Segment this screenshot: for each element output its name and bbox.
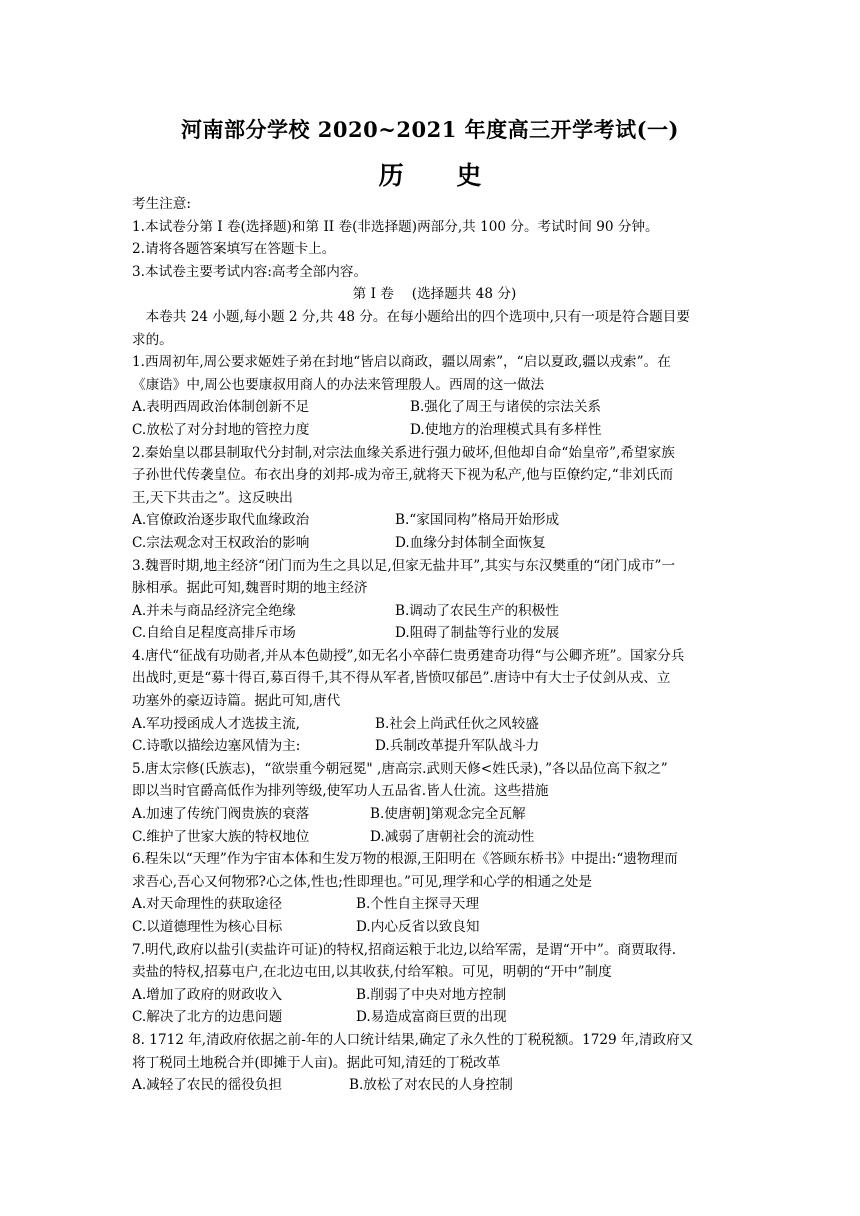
question-stem-line: 子孙世代传袭皇位。布衣出身的刘邦-成为帝王,就将天下视为私产,他与臣僚约定,“非刘氏而 (132, 467, 674, 484)
question (132, 442, 737, 555)
notice-item: 1.本试卷分第 I 卷(选择题)和第 II 卷(非选择题)两部分,共 100 分。考试时间 90 分钟。 (132, 218, 659, 235)
answer-option: A.对天命理性的获取途径 (132, 896, 283, 913)
answer-option: A.表明西周政治体制创新不足 (132, 399, 310, 416)
question (132, 555, 737, 645)
question (132, 1029, 737, 1097)
question-stem-line: 脉相承。据此可知,魏晋时期的地主经济 (132, 580, 368, 597)
answer-option: B.个性自主探寻天理 (356, 896, 480, 913)
question (132, 939, 737, 1029)
answer-option: B.“家国同构”格局开始形成 (395, 512, 560, 529)
subject-title: 历 史 (378, 161, 504, 190)
question (132, 351, 737, 441)
section-intro: 本卷共 24 小题,每小题 2 分,共 48 分。在每小题给出的四个选项中,只有一项是符合题目要 (132, 308, 690, 325)
notice-item: 2.请将各题答案填写在答题卡上。 (132, 241, 336, 258)
answer-option: B.强化了周王与诸侯的宗法关系 (410, 399, 602, 416)
question (132, 645, 737, 758)
question-stem-line: 即以当时官爵高低作为排列等级,使军功人五品省.皆人仕流。这些措施 (132, 783, 549, 800)
question-stem-line: 5.唐太宗修(氏族志)，“欲崇重今朝冠冕" ,唐高宗.武则天修<姓氏录)，”各以品位高下叙之” (132, 760, 668, 777)
option-row (132, 984, 737, 1007)
answer-option: D.阻碍了制盐等行业的发展 (395, 625, 560, 642)
option-row (132, 396, 737, 419)
question-stem-line: 卖盐的特权,招募屯户,在北边屯田,以其收获,付给军粮。可见，明朝的“开中”制度 (132, 964, 612, 981)
answer-option: A.并未与商品经济完全绝缘 (132, 602, 296, 619)
notice-heading: 考生注意: (132, 196, 191, 212)
exam-body (132, 193, 737, 1097)
answer-option: B.使唐朝]第观念完全瓦解 (370, 806, 526, 823)
option-row (132, 509, 737, 532)
answer-option: A.军功授函成人才选拔主流, (132, 715, 300, 732)
question-stem-line: 将丁税同土地税合并(即摊于人亩)。据此可知,清廷的丁税改革 (132, 1054, 501, 1071)
answer-option: C.诗歌以描绘边塞风情为主: (132, 738, 301, 755)
answer-option: C.维护了世家大族的特权地位 (132, 828, 310, 845)
answer-option: C.放松了对分封地的管控力度 (132, 421, 310, 438)
answer-option: B.削弱了中央对地方控制 (356, 986, 507, 1003)
question-stem-line: 8. 1712 年,清政府依据之前-年的人口统计结果,确定了永久性的丁税税额。1729 年,清政府又 (132, 1031, 694, 1048)
option-row (132, 713, 737, 736)
notice-item: 3.本试卷主要考试内容:高考全部内容。 (132, 263, 368, 280)
answer-option: D.减弱了唐朝社会的流动性 (370, 828, 535, 845)
question-stem-line: 出战时,更是“募十得百,募百得千,其不得从军者,皆愤叹郁邑”.唐诗中有大士子仗剑从戎、立 (132, 670, 671, 687)
answer-option: D.内心反省以致良知 (356, 919, 480, 935)
answer-option: D.使地方的治理模式具有多样性 (410, 421, 602, 438)
question-list (132, 351, 737, 1097)
option-row (132, 893, 737, 916)
option-row (132, 1074, 737, 1097)
answer-option: C.以道德理性为核心目标 (132, 919, 283, 935)
option-row (132, 826, 737, 849)
answer-option: B.调动了农民生产的积极性 (395, 602, 559, 619)
answer-option: C.自给自足程度高排斥市场 (132, 625, 296, 642)
question (132, 758, 737, 848)
option-row (132, 600, 737, 623)
answer-option: D.易造成富商巨贾的出现 (356, 1009, 507, 1026)
question-stem-line: 王,天下共击之”。这反映出 (132, 489, 293, 506)
option-row (132, 916, 737, 939)
question-stem-line: 1.西周初年,周公要求姬姓子弟在封地“皆启以商政，疆以周索”，“启以夏政,疆以戎索”。在 (132, 354, 671, 371)
answer-option: B.放松了对农民的人身控制 (349, 1077, 513, 1094)
option-row (132, 532, 737, 555)
answer-option: B.社会上尚武任伙之风较盛 (375, 715, 539, 732)
answer-option: A.官僚政治逐步取代血缘政治 (132, 512, 310, 529)
question (132, 848, 737, 938)
question-stem-line: 7.明代,政府以盐引(卖盐许可证)的特权,招商运粮于北边,以给军需，是谓“开中”。商贾取得. (132, 941, 677, 958)
answer-option: D.血缘分封体制全面恢复 (395, 534, 546, 551)
option-row (132, 622, 737, 645)
question-stem-line: 求吾心,吾心又何物邪?心之体,性也;性即理也。”可见,理学和心学的相通之处是 (132, 873, 592, 890)
option-row (132, 803, 737, 826)
question-stem-line: 功塞外的豪迈诗篇。据此可知,唐代 (132, 693, 341, 710)
section-intro: 求的。 (132, 331, 173, 348)
answer-option: C.宗法观念对王权政治的影响 (132, 534, 310, 551)
answer-option: A.减轻了农民的徭役负担 (132, 1077, 283, 1094)
option-row (132, 1006, 737, 1029)
option-row (132, 419, 737, 442)
answer-option: A.加速了传统门阀贵族的衰落 (132, 806, 310, 823)
question-stem-line: 6.程朱以“天理”作为宇宙本体和生发万物的根源,王阳明在《答顾东桥书》中提出:“遗物理而 (132, 851, 678, 868)
answer-option: A.增加了政府的财政收入 (132, 986, 283, 1003)
question-stem-line: 4.唐代“征战有功勋者,并从本色勋授”,如无名小卒薛仁贵勇建奇功得“与公卿齐班”。国家分兵 (132, 647, 685, 664)
option-row (132, 735, 737, 758)
question-stem-line: 2.秦始皇以郡县制取代分封制,对宗法血缘关系进行强力破坏,但他却自命“始皇帝”,希望家族 (132, 444, 675, 461)
section-title: 第 I 卷 (选择题共 48 分) (352, 286, 517, 303)
question-stem-line: 《康诰》中,周公也要康叔用商人的办法来管理殷人。西周的这一做法 (132, 376, 545, 393)
question-stem-line: 3.魏晋时期,地主经济“闭门而为生之具以足,但家无盐井耳”,其实与东汉樊重的“闭门成市”一 (132, 557, 676, 574)
answer-option: C.解决了北方的边患问题 (132, 1009, 283, 1026)
exam-title: 河南部分学校 2020~2021 年度高三开学考试(一) (181, 117, 679, 142)
answer-option: D.兵制改革提升军队战斗力 (375, 738, 540, 755)
